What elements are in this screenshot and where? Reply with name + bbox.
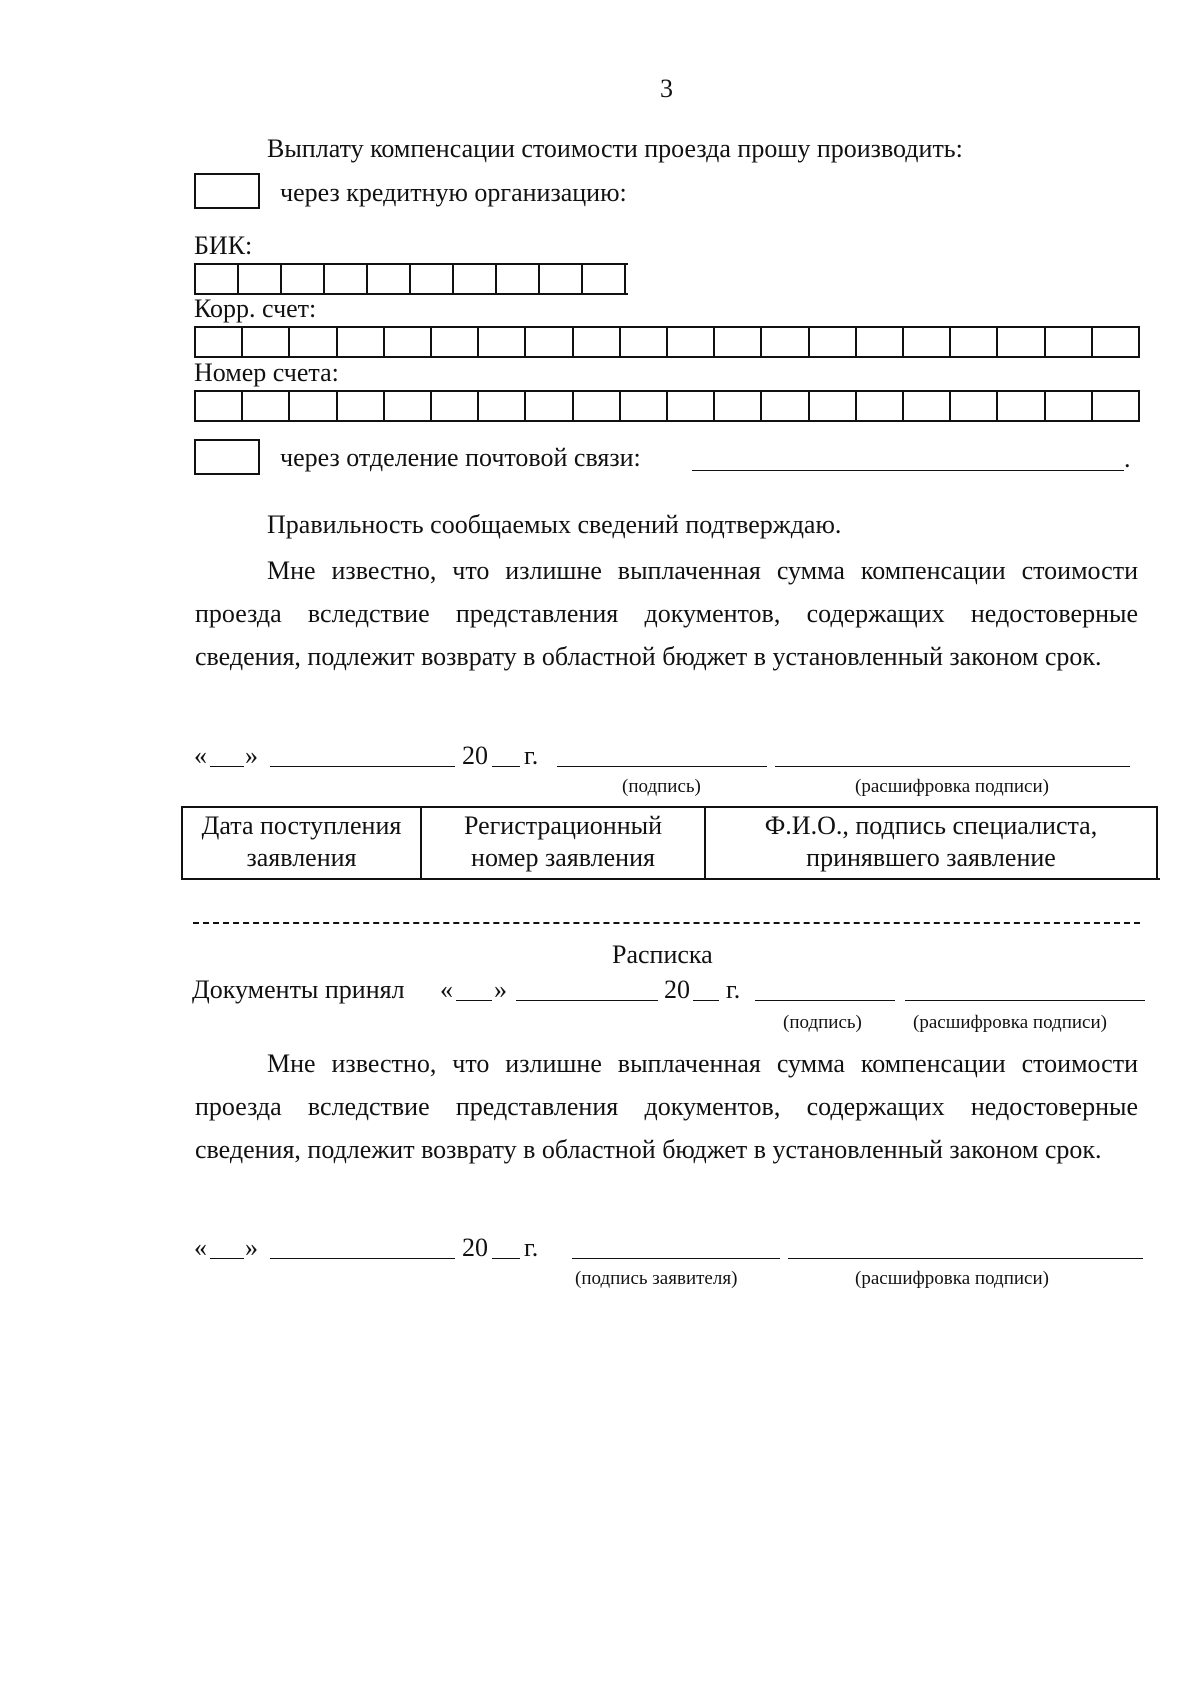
date2-year-field[interactable]: [492, 1258, 520, 1259]
date2-quote-open: «: [194, 1233, 207, 1262]
receipt-year-suffix: г.: [726, 975, 741, 1004]
bik-label: БИК:: [194, 231, 253, 260]
date2-year-prefix: 20: [462, 1233, 488, 1262]
receipt-quote-close: »: [494, 975, 507, 1004]
corr-cell[interactable]: [432, 328, 479, 356]
applicant-decode-caption: (расшифровка подписи): [855, 1268, 1049, 1289]
post-office-field[interactable]: [692, 470, 1124, 471]
bik-cell[interactable]: [583, 265, 626, 293]
bik-cell[interactable]: [282, 265, 325, 293]
account-cell[interactable]: [857, 392, 904, 420]
signature-caption: (подпись): [622, 776, 701, 797]
post-office-period: .: [1124, 444, 1131, 473]
header-line: Дата поступления: [201, 811, 402, 840]
accepted-label: Документы принял: [192, 975, 405, 1004]
account-cell[interactable]: [762, 392, 809, 420]
corr-cell[interactable]: [290, 328, 337, 356]
corr-cell[interactable]: [479, 328, 526, 356]
payment-heading: Выплату компенсации стоимости проезда прошу производить:: [267, 134, 963, 163]
bik-cell[interactable]: [411, 265, 454, 293]
receipt-title: Расписка: [612, 940, 713, 969]
header-line: заявления: [246, 843, 357, 872]
corr-cell[interactable]: [243, 328, 290, 356]
date2-month-field[interactable]: [270, 1258, 455, 1259]
confirm-text: Правильность сообщаемых сведений подтверждаю.: [267, 510, 842, 539]
account-cell[interactable]: [479, 392, 526, 420]
account-cell[interactable]: [998, 392, 1045, 420]
applicant-signature-caption: (подпись заявителя): [575, 1268, 738, 1289]
month-field[interactable]: [270, 766, 455, 767]
bik-cell[interactable]: [196, 265, 239, 293]
bik-cell[interactable]: [368, 265, 411, 293]
corr-cell[interactable]: [810, 328, 857, 356]
bik-cell[interactable]: [497, 265, 540, 293]
date2-year-suffix: г.: [524, 1233, 539, 1262]
corr-account-label: Корр. счет:: [194, 294, 317, 323]
bik-cell[interactable]: [239, 265, 282, 293]
account-cell[interactable]: [904, 392, 951, 420]
account-cell[interactable]: [951, 392, 998, 420]
corr-cell[interactable]: [715, 328, 762, 356]
receipt-date-header: [182, 807, 421, 878]
account-cell[interactable]: [196, 392, 243, 420]
corr-cell[interactable]: [574, 328, 621, 356]
signature-field[interactable]: [557, 766, 767, 767]
corr-cell[interactable]: [338, 328, 385, 356]
corr-cell[interactable]: [385, 328, 432, 356]
header-line: Регистрационный: [463, 811, 663, 840]
corr-cell[interactable]: [668, 328, 715, 356]
corr-account-cells[interactable]: [194, 326, 1140, 358]
account-cell[interactable]: [338, 392, 385, 420]
receipt-day-field[interactable]: [456, 1000, 492, 1001]
year-prefix: 20: [462, 741, 488, 770]
registration-table: [181, 806, 1158, 878]
account-number-label: Номер счета:: [194, 358, 339, 387]
account-cell[interactable]: [243, 392, 290, 420]
registration-number-header: [421, 807, 705, 878]
post-option-label: через отделение почтовой связи:: [280, 443, 641, 472]
account-cell[interactable]: [1046, 392, 1093, 420]
receipt-notice-paragraph: Мне известно, что излишне выплаченная сумма компенсации стоимости проезда вследствие представления документов, содержащих недостоверные сведения, подлежит возврату в областной бюджет в установленный законом срок.: [195, 1049, 1138, 1164]
header-line: номер заявления: [471, 843, 655, 872]
account-cell[interactable]: [668, 392, 715, 420]
receipt-decode-field[interactable]: [905, 1000, 1145, 1001]
corr-cell[interactable]: [196, 328, 243, 356]
account-number-cells[interactable]: [194, 390, 1140, 422]
account-cell[interactable]: [1093, 392, 1140, 420]
receipt-quote-open: «: [440, 975, 453, 1004]
header-line: принявшего заявление: [806, 843, 1056, 872]
corr-cell[interactable]: [951, 328, 998, 356]
date-quote-close: »: [245, 741, 258, 770]
bank-option-checkbox[interactable]: [194, 173, 260, 209]
corr-cell[interactable]: [857, 328, 904, 356]
receipt-signature-caption: (подпись): [783, 1012, 862, 1033]
year-suffix: г.: [524, 741, 539, 770]
specialist-header: [705, 807, 1157, 878]
signature-decode-caption: (расшифровка подписи): [855, 776, 1049, 797]
receipt-year-field[interactable]: [693, 1000, 719, 1001]
notice-paragraph: Мне известно, что излишне выплаченная сумма компенсации стоимости проезда вследствие представления документов, содержащих недостоверные сведения, подлежит возврату в областной бюджет в установленный законом срок.: [195, 556, 1138, 671]
applicant-decode-field[interactable]: [788, 1258, 1143, 1259]
account-cell[interactable]: [621, 392, 668, 420]
bik-cells[interactable]: [194, 263, 628, 295]
corr-cell[interactable]: [1046, 328, 1093, 356]
header-line: Ф.И.О., подпись специалиста,: [764, 811, 1098, 840]
receipt-month-field[interactable]: [516, 1000, 658, 1001]
corr-cell[interactable]: [762, 328, 809, 356]
cut-line: [193, 922, 1140, 924]
date2-day-field[interactable]: [210, 1258, 244, 1259]
account-cell[interactable]: [574, 392, 621, 420]
bank-option-label: через кредитную организацию:: [280, 178, 627, 207]
table-row: [182, 807, 1157, 878]
account-cell[interactable]: [810, 392, 857, 420]
corr-cell[interactable]: [526, 328, 573, 356]
corr-cell[interactable]: [621, 328, 668, 356]
table-bottom-border: [181, 878, 1160, 880]
page-number: 3: [660, 74, 673, 103]
bik-cell[interactable]: [325, 265, 368, 293]
corr-cell[interactable]: [904, 328, 951, 356]
corr-cell[interactable]: [1093, 328, 1140, 356]
account-cell[interactable]: [290, 392, 337, 420]
account-cell[interactable]: [432, 392, 479, 420]
account-cell[interactable]: [385, 392, 432, 420]
date2-quote-close: »: [245, 1233, 258, 1262]
corr-cell[interactable]: [998, 328, 1045, 356]
year-field[interactable]: [492, 766, 520, 767]
signature-decode-field[interactable]: [775, 766, 1130, 767]
bik-cell[interactable]: [540, 265, 583, 293]
receipt-year-prefix: 20: [664, 975, 690, 1004]
day-field[interactable]: [210, 766, 244, 767]
account-cell[interactable]: [715, 392, 762, 420]
account-cell[interactable]: [526, 392, 573, 420]
date-quote-open: «: [194, 741, 207, 770]
receipt-signature-field[interactable]: [755, 1000, 895, 1001]
post-option-checkbox[interactable]: [194, 439, 260, 475]
receipt-decode-caption: (расшифровка подписи): [913, 1012, 1107, 1033]
bik-cell[interactable]: [454, 265, 497, 293]
applicant-signature-field[interactable]: [572, 1258, 780, 1259]
